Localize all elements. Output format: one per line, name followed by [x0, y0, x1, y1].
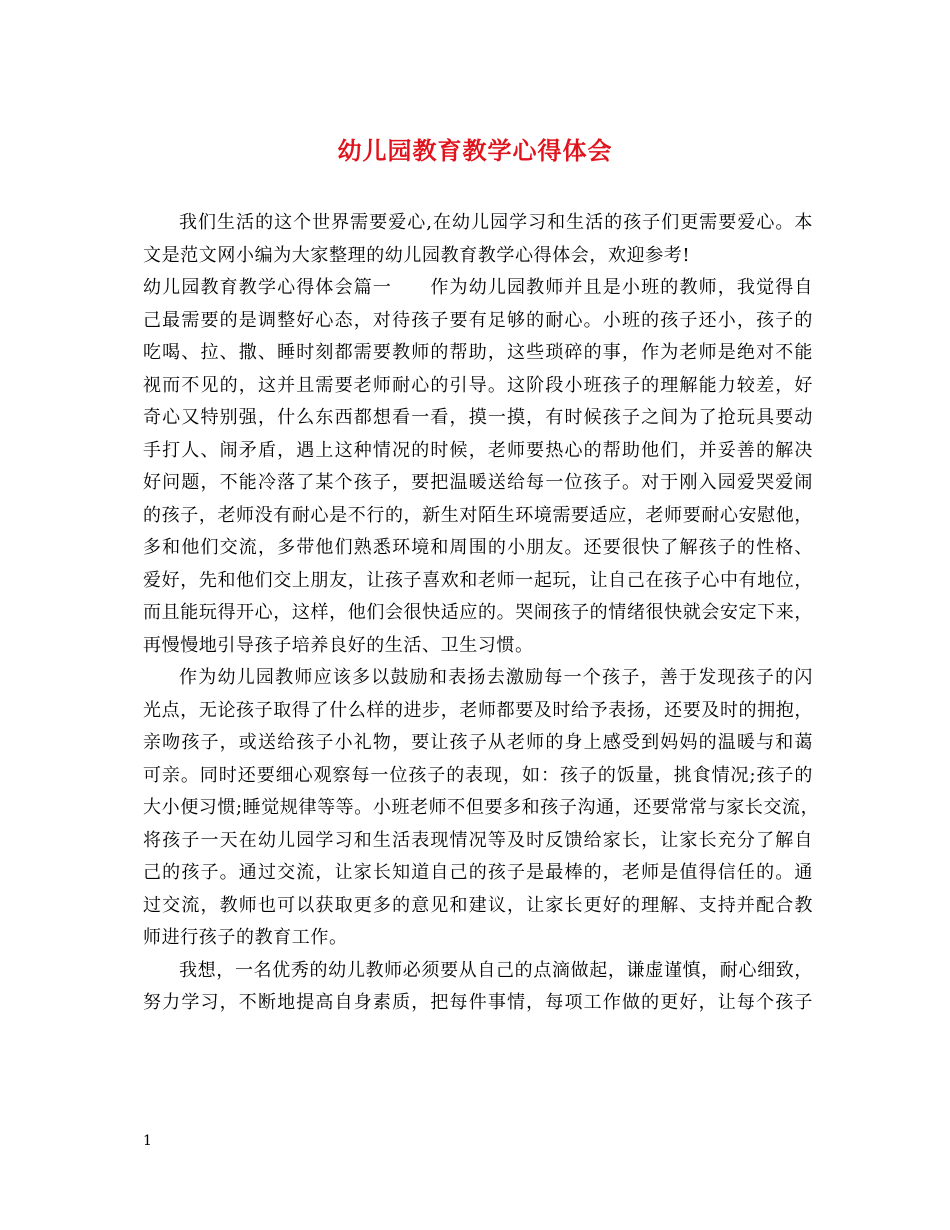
text-line: 的孩子，老师没有耐心是不行的，新生对陌生环境需要适应，老师要耐心安慰他，: [143, 504, 813, 526]
text-line: 师进行孩子的教育工作。: [143, 927, 348, 948]
text-line: 努力学习，不断地提高自身素质，把每件事情，每项工作做的更好，让每个孩子: [143, 992, 813, 1013]
text-line: 视而不见的，这并且需要老师耐心的引导。这阶段小班孩子的理解能力较差，好: [143, 374, 813, 396]
text-line: 大小便习惯;睡觉规律等等。小班老师不但要多和孩子沟通，还要常常与家长交流，: [143, 797, 820, 818]
text-line: 过交流，教师也可以获取更多的意见和建议，让家长更好的理解、支持并配合教: [143, 894, 813, 916]
text-line: 奇心又特别强，什么东西都想看一看，摸一摸，有时候孩子之间为了抢玩具要动: [143, 407, 813, 428]
text-line: 己最需要的是调整好心态，对待孩子要有足够的耐心。小班的孩子还小，孩子的: [143, 309, 813, 331]
text-line: 将孩子一天在幼儿园学习和生活表现情况等及时反馈给家长，让家长充分了解自: [143, 829, 813, 851]
text-line: 好问题，不能冷落了某个孩子，要把温暖送给每一位孩子。对于刚入园爱哭爱闹: [143, 472, 813, 493]
page-number: 1: [143, 1133, 152, 1149]
text-line: 爱好，先和他们交上朋友，让孩子喜欢和老师一起玩，让自己在孩子心中有地位，: [143, 569, 813, 591]
text-line: 幼儿园教育教学心得体会篇一 作为幼儿园教师并且是小班的教师，我觉得自: [143, 277, 813, 298]
text-line: 可亲。同时还要细心观察每一位孩子的表现，如：孩子的饭量，挑食情况;孩子的: [143, 764, 813, 786]
text-line: 作为幼儿园教师应该多以鼓励和表扬去激励每一个孩子，善于发现孩子的闪: [179, 667, 813, 688]
text-line: 吃喝、拉、撒、睡时刻都需要教师的帮助，这些琐碎的事，作为老师是绝对不能: [143, 342, 813, 363]
text-line: 己的孩子。通过交流，让家长知道自己的孩子是最棒的，老师是值得信任的。通: [143, 862, 813, 883]
text-line: 手打人、闹矛盾，遇上这种情况的时候，老师要热心的帮助他们，并妥善的解决: [143, 439, 813, 461]
text-line: 再慢慢地引导孩子培养良好的生活、卫生习惯。: [143, 634, 534, 656]
document-body: [143, 207, 820, 1020]
text-line: 光点，无论孩子取得了什么样的进步，老师都要及时给予表扬，还要及时的拥抱，: [143, 699, 813, 721]
text-line: 亲吻孩子，或送给孩子小礼物，要让孩子从老师的身上感受到妈妈的温暖与和蔼: [143, 732, 813, 753]
text-line: 而且能玩得开心，这样，他们会很快适应的。哭闹孩子的情绪很快就会安定下来，: [143, 602, 813, 623]
text-line: 我们生活的这个世界需要爱心,在幼儿园学习和生活的孩子们更需要爱心。本: [179, 212, 813, 233]
text-line: 我想，一名优秀的幼儿教师必须要从自己的点滴做起，谦虚谨慎，耐心细致，: [179, 959, 813, 981]
document-title: 幼儿园教育教学心得体会: [337, 136, 613, 165]
text-line: 文是范文网小编为大家整理的幼儿园教育教学心得体会，欢迎参考!: [143, 244, 691, 266]
text-line: 多和他们交流，多带他们熟悉环境和周围的小朋友。还要很快了解孩子的性格、: [143, 537, 813, 558]
